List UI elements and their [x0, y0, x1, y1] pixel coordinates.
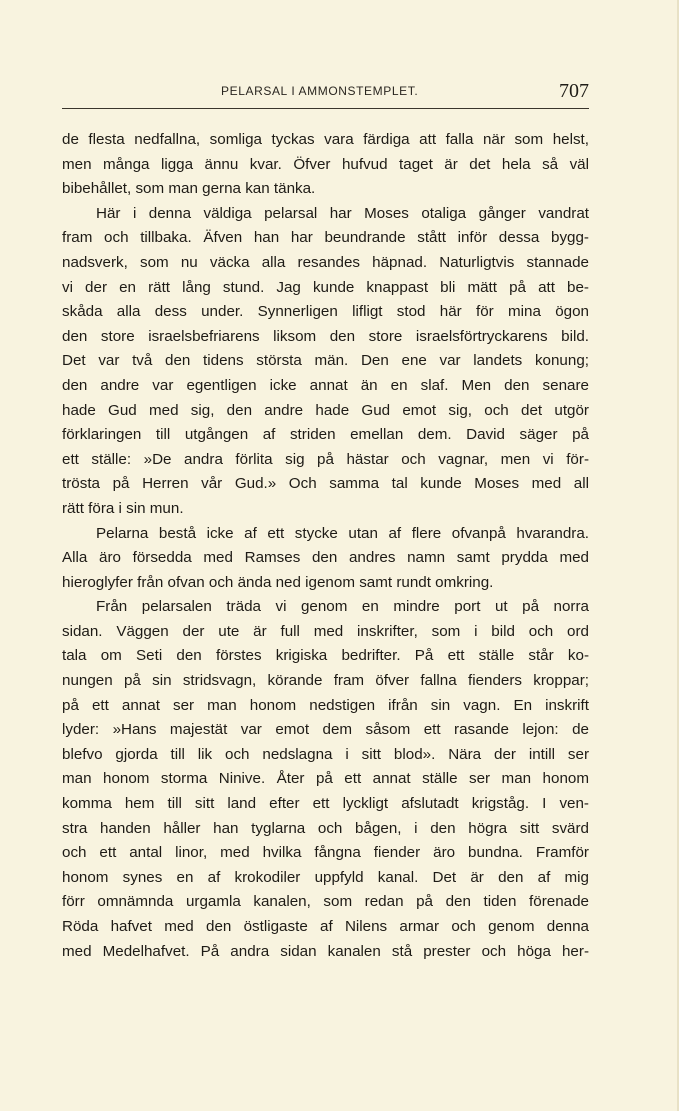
text-line: skåda alla dess under. Synnerligen lifligt stod här för mina ögon — [62, 303, 589, 321]
text-line: rätt föra i sin mun. — [62, 499, 184, 517]
text-line: fram och tillbaka. Äfven han har beundrande stått inför dessa bygg- — [62, 229, 589, 247]
text-line: förr omnämnda urgamla kanalen, som redan på den tiden förenade — [62, 893, 589, 911]
text-line: förklaringen till utgången af striden emellan dem. David säger på — [62, 426, 589, 444]
text-line: komma hem till sitt land efter ett lyckligt afslutadt krigståg. I ven- — [62, 795, 589, 813]
text-line: honom synes en af krokodiler uppfyld kanal. Det är den af mig — [62, 868, 589, 886]
page-number: 707 — [559, 80, 589, 102]
header-rule — [62, 108, 589, 109]
text-line: och ett antal linor, med hvilka fångna fiender äro bundna. Framför — [62, 844, 589, 862]
text-line: på ett annat ser man honom nedstigen ifrån sin vagn. En inskrift — [62, 696, 589, 714]
text-line: Pelarna bestå icke af ett stycke utan af flere ofvanpå hvarandra. — [96, 524, 589, 542]
text-line: nadsverk, som nu väcka alla resandes häpnad. Naturligtvis stannade — [62, 253, 589, 271]
text-line: de flesta nedfallna, somliga tyckas vara färdiga att falla när som helst, — [62, 131, 589, 148]
text-line: Här i denna väldiga pelarsal har Moses otaliga gånger vandrat — [96, 204, 589, 222]
text-line: tala om Seti den förstes krigiska bedrifter. På ett ställe står ko- — [62, 647, 589, 665]
page-header — [62, 80, 589, 106]
text-line: Från pelarsalen träda vi genom en mindre port ut på norra — [96, 598, 589, 616]
body-text — [62, 128, 589, 964]
text-line: lyder: »Hans majestät var emot dem såsom ett rasande lejon: de — [62, 721, 589, 739]
text-line: blefvo gjorda till lik och nedslagna i sitt blod». Nära der intill ser — [62, 745, 589, 763]
text-line: nungen på sin stridsvagn, körande fram öfver fallna fienders kroppar; — [62, 672, 589, 690]
text-line: den store israelsbefriarens liksom den store israelsförtryckarens bild. — [62, 327, 589, 345]
text-line: Alla äro försedda med Ramses den andres namn samt prydda med — [62, 549, 589, 567]
text-line: man honom storma Ninive. Åter på ett annat ställe ser man honom — [62, 770, 589, 788]
text-line: ett ställe: »De andra förlita sig på hästar och vagnar, men vi för- — [62, 450, 589, 468]
text-line: vi der en rätt lång stund. Jag kunde knappast bli mätt på att be- — [62, 278, 589, 296]
running-head: PELARSAL I AMMONSTEMPLET. — [221, 84, 419, 98]
text-line: sidan. Väggen der ute är full med inskrifter, som i bild och ord — [62, 622, 589, 640]
text-line: hade Gud med sig, den andre hade Gud emot sig, och det utgör — [62, 401, 589, 419]
text-line: den andre var egentligen icke annat än en slaf. Men den senare — [62, 376, 589, 394]
text-line: hieroglyfer från ofvan och ända ned igenom samt rundt omkring. — [62, 573, 494, 591]
text-line: Det var två den tidens största män. Den ene var landets konung; — [62, 352, 589, 370]
text-line: trösta på Herren vår Gud.» Och samma tal kunde Moses med all — [62, 475, 589, 493]
text-line: stra handen håller han tyglarna och bågen, i den högra sitt svärd — [62, 819, 589, 837]
text-line: men många ligga ännu kvar. Öfver hufvud taget är det hela så väl — [62, 155, 589, 173]
text-line: bibehållet, som man gerna kan tänka. — [62, 180, 316, 198]
text-line: med Medelhafvet. På andra sidan kanalen stå prester och höga her- — [62, 942, 589, 960]
text-line: Röda hafvet med den östligaste af Nilens armar och genom denna — [62, 918, 589, 935]
